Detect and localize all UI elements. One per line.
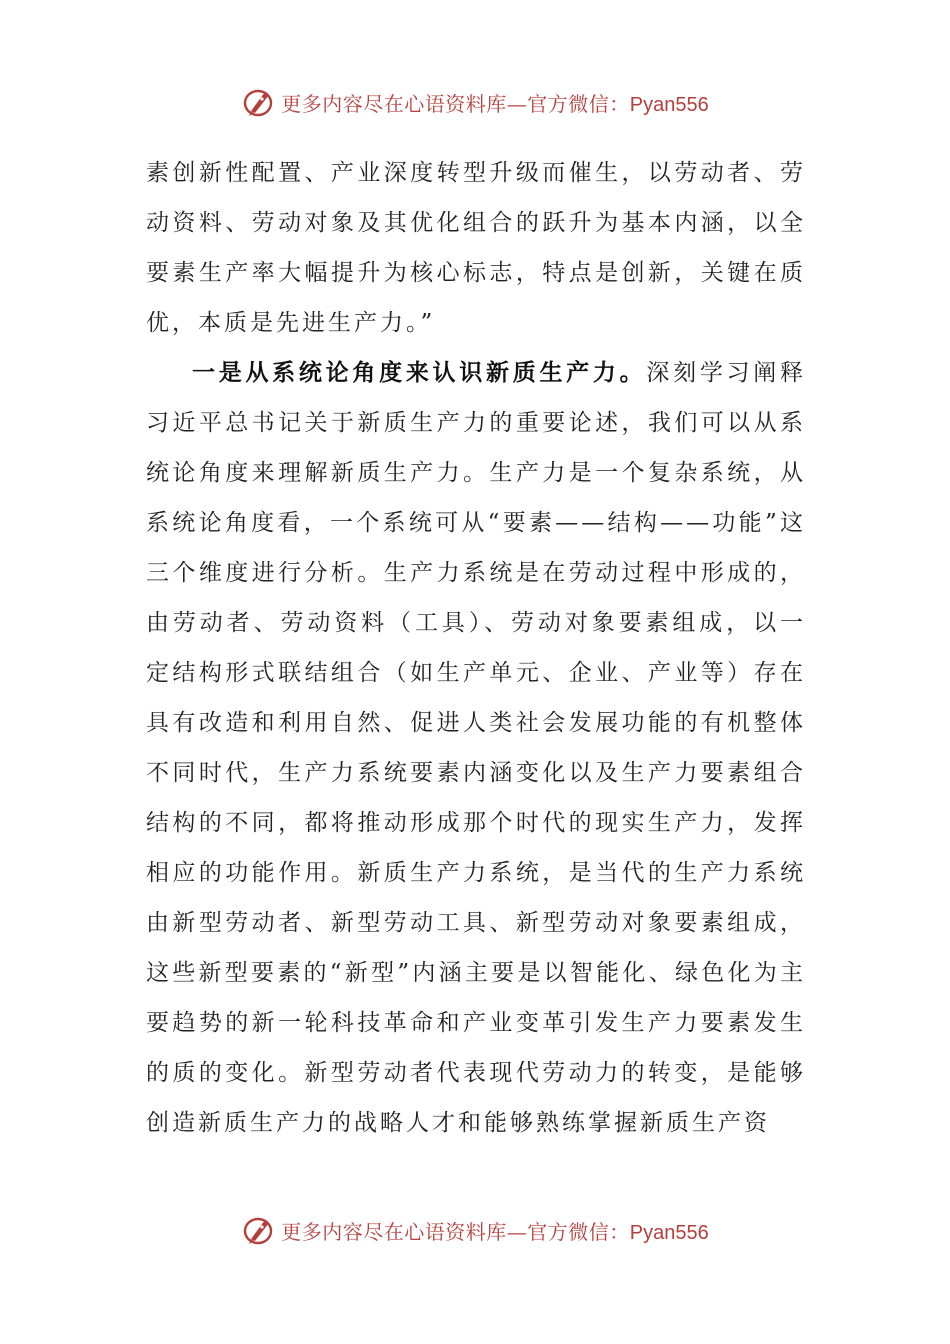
paragraph-system-theory bbox=[146, 348, 806, 1148]
header-wechat-id: Pyan556 bbox=[629, 93, 709, 116]
header-site-name: 更多内容尽在心语资料库— bbox=[281, 91, 528, 116]
header-banner-text bbox=[281, 88, 708, 117]
paragraph-continuation: 素创新性配置、产业深度转型升级而催生，以劳动者、劳动资料、劳动对象及其优化组合的跃升为基本内涵，以全要素生产率大幅提升为核心标志，特点是创新，关键在质优，本质是先进生产力。” bbox=[146, 160, 806, 336]
footer-wechat-id: Pyan556 bbox=[629, 1221, 709, 1244]
header-wechat-label: 官方微信： bbox=[527, 91, 630, 116]
paragraph-lead-heading: 一是从系统论角度来认识新质生产力。 bbox=[192, 359, 647, 386]
footer-banner bbox=[0, 1210, 950, 1250]
pen-nib-logo-icon bbox=[241, 84, 277, 120]
pen-nib-logo-icon bbox=[241, 1212, 277, 1248]
paragraph-body-text: 深刻学习阐释习近平总书记关于新质生产力的重要论述，我们可以从系统论角度来理解新质生产力。生产力是一个复杂系统，从系统论角度看，一个系统可从“要素——结构——功能”这三个维度进行分析。生产力系统是在劳动过程中形成的，由劳动者、劳动资料（工具）、劳动对象要素组成，以一定结构形式联结组合（如生产单元、企业、产业等）存在具有改造和利用自然、促进人类社会发展功能的有机整体不同时代，生产力系统要素内涵变化以及生产力要素组合结构的不同，都将推动形成那个时代的现实生产力，发挥相应的功能作用。新质生产力系统，是当代的生产力系统由新型劳动者、新型劳动工具、新型劳动对象要素组成，这些新型要素的“新型”内涵主要是以智能化、绿色化为主要趋势的新一轮科技革命和产业变革引发生产力要素发生的质的变化。新型劳动者代表现代劳动力的转变，是能够创造新质生产力的战略人才和能够熟练掌握新质生产资 bbox=[146, 360, 807, 1136]
document-body bbox=[146, 148, 806, 1148]
header-banner bbox=[0, 82, 950, 122]
footer-wechat-label: 官方微信： bbox=[527, 1219, 630, 1244]
footer-site-name: 更多内容尽在心语资料库— bbox=[281, 1219, 528, 1244]
footer-banner-text bbox=[281, 1216, 708, 1245]
